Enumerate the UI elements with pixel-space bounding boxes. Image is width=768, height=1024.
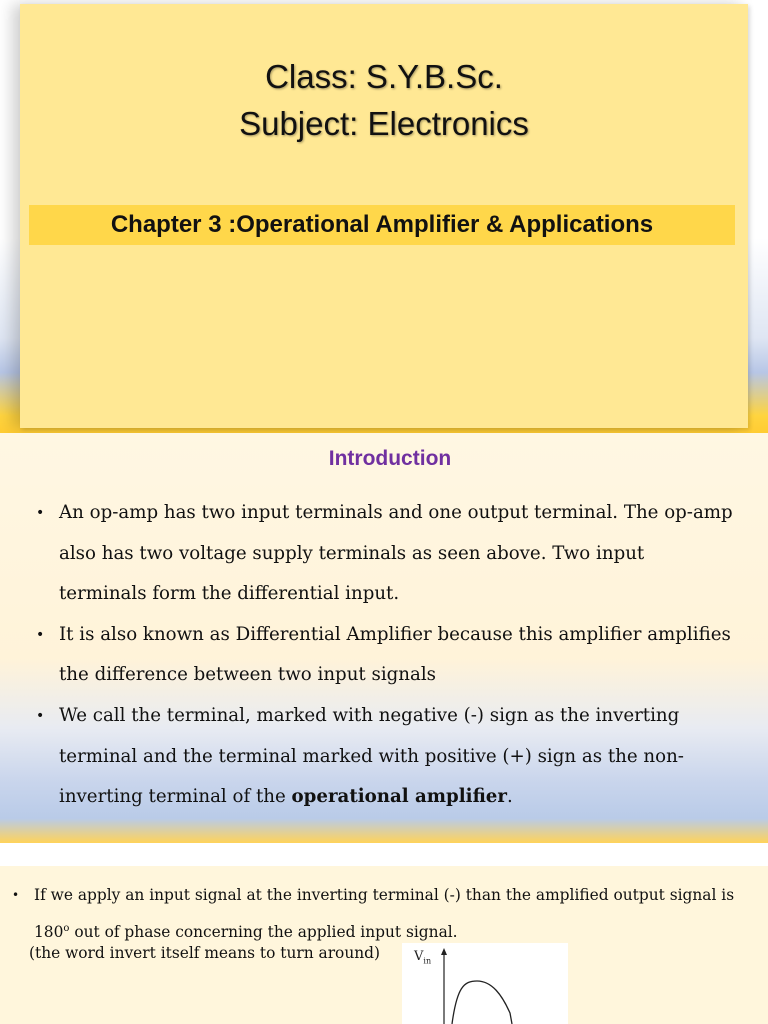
- class-title: Class: S.Y.B.Sc.: [265, 58, 503, 95]
- title-card: [20, 4, 748, 428]
- bullet-dot-icon: •: [36, 626, 45, 643]
- vin-label-sub: in: [423, 956, 432, 966]
- bullet-dot-icon: •: [36, 707, 45, 724]
- bullet-dot-icon: •: [12, 888, 20, 902]
- bullet-text: It is also known as Differential Amplifier because this amplifier amplifies the difference between two input signals: [59, 623, 731, 686]
- introduction-heading: Introduction: [328, 447, 452, 470]
- bullet-text-end: .: [506, 786, 513, 808]
- degree-superscript: o: [63, 923, 70, 934]
- vin-label-main: V: [414, 949, 424, 964]
- bold-term: operational amplifier: [291, 786, 507, 808]
- invert-note: (the word invert itself means to turn around): [29, 944, 381, 962]
- introduction-bullet-list: [36, 493, 736, 818]
- bullet-text-end: out of phase concerning the applied input signal.: [69, 923, 458, 942]
- y-axis-arrow-icon: [441, 948, 447, 955]
- bullet-text: An op-amp has two input terminals and one output terminal. The op-amp also has two voltage supply terminals as seen above. Two input terminals form the differential input.: [59, 502, 733, 605]
- slide-divider: [0, 843, 768, 866]
- input-signal-graph: [402, 943, 568, 1024]
- sine-wave-graphic: [402, 943, 568, 1024]
- introduction-slide: [0, 433, 768, 843]
- title-slide: [0, 0, 768, 433]
- inverting-bullet: [12, 878, 752, 949]
- bullet-text: We call the terminal, marked with negative (-) sign as the inverting terminal and the terminal marked with positive (+) sign as the non-inverting terminal of the: [59, 704, 684, 808]
- list-item: [36, 493, 736, 615]
- chapter-banner: [29, 205, 735, 245]
- list-item: [36, 696, 736, 818]
- chapter-title: Chapter 3 :Operational Amplifier & Applications: [110, 211, 654, 238]
- inverting-slide: [0, 866, 768, 1024]
- subject-title: Subject: Electronics: [239, 105, 529, 142]
- list-item: [36, 615, 736, 696]
- bullet-dot-icon: •: [36, 505, 45, 521]
- bullet-text: If we apply an input signal at the inverting terminal (-) than the amplified output signal is 180: [34, 886, 735, 942]
- sine-curve: [452, 981, 512, 1024]
